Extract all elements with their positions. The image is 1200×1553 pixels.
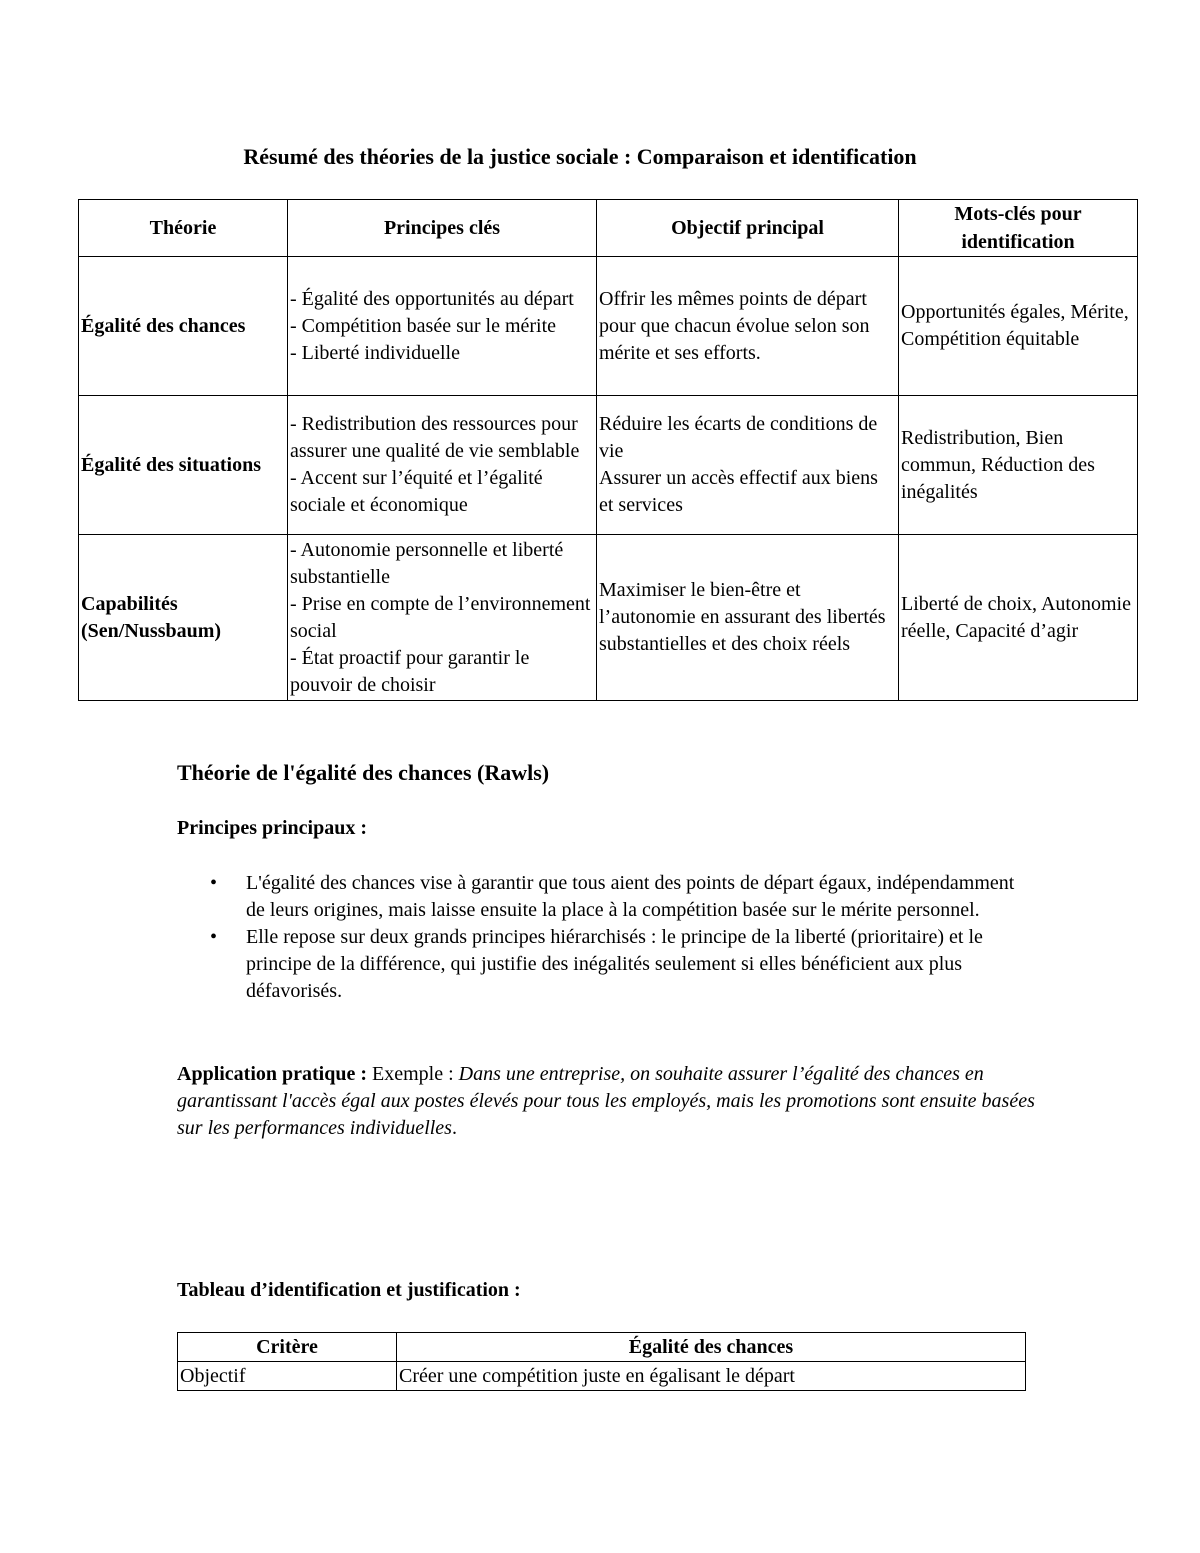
list-item-text: L'égalité des chances vise à garantir que tous aient des points de départ égaux, indépendamment de leurs origines, mais laisse ensuite la place à la compétition basée sur le mérite personnel.: [246, 872, 1015, 921]
principles-cell: [288, 535, 597, 701]
objective-cell: [597, 396, 899, 535]
objective-cell: [597, 257, 899, 396]
bullet-icon: •: [210, 872, 218, 894]
criterion-cell: Objectif: [178, 1362, 397, 1391]
table2-heading: Tableau d’identification et justification :: [177, 1279, 521, 1301]
section-heading: Théorie de l'égalité des chances (Rawls): [177, 760, 550, 785]
value-cell: Créer une compétition juste en égalisant le départ: [397, 1362, 1026, 1391]
principle-item: - Égalité des opportunités au départ: [290, 287, 574, 310]
identification-table: [177, 1332, 1026, 1391]
header-critere: Critère: [178, 1333, 397, 1362]
application-example: Dans une entreprise, on souhaite assurer l’égalité des chances en garantissant l'accès égal aux postes élevés pour tous les employés, mais les promotions sont ensuite basées sur les performances individuelles: [177, 1063, 1035, 1139]
section-subheading: Principes principaux :: [177, 817, 368, 839]
objective-item: Offrir les mêmes points de départ pour que chacun évolue selon son mérite et ses efforts.: [599, 287, 870, 364]
principles-cell: [288, 396, 597, 535]
table-row: [178, 1362, 1026, 1391]
principle-item: - Redistribution des ressources pour assurer une qualité de vie semblable: [290, 413, 580, 462]
theory-cell: Égalité des situations: [79, 396, 288, 535]
application-prefix: Exemple :: [372, 1063, 454, 1085]
list-item: [177, 870, 1037, 924]
page-title: Résumé des théories de la justice sociale : Comparaison et identification: [243, 144, 917, 169]
table-row: [79, 396, 1138, 535]
objective-item: Réduire les écarts de conditions de vie: [599, 413, 878, 462]
principle-item: - Prise en compte de l’environnement social: [290, 592, 591, 642]
principle-item: - Accent sur l’équité et l’égalité sociale et économique: [290, 467, 543, 516]
table-header-row: [178, 1333, 1026, 1362]
principles-cell: [288, 257, 597, 396]
principles-list: [177, 870, 1037, 1005]
table-header-row: [79, 200, 1138, 257]
theory-cell: Égalité des chances: [79, 257, 288, 396]
theory-cell: Capabilités (Sen/Nussbaum): [79, 535, 288, 701]
objective-item: Maximiser le bien-être et l’autonomie en assurant des libertés substantielles et des choix réels: [599, 579, 886, 655]
principle-item: - Compétition basée sur le mérite: [290, 314, 557, 337]
application-paragraph: [177, 1061, 1057, 1142]
list-item: [177, 924, 1037, 1005]
comparison-table: [78, 199, 1138, 701]
bullet-icon: •: [210, 926, 218, 948]
table-row: [79, 257, 1138, 396]
header-objectif: Objectif principal: [597, 200, 899, 257]
list-item-text: Elle repose sur deux grands principes hiérarchisés : le principe de la liberté (prioritaire) et le principe de la différence, qui justifie des inégalités seulement si elles bénéficient aux plus défavorisés.: [246, 926, 983, 1002]
principle-item: - État proactif pour garantir le pouvoir de choisir: [290, 646, 530, 696]
principle-item: - Autonomie personnelle et liberté substantielle: [290, 538, 564, 588]
objective-item: Assurer un accès effectif aux biens et services: [599, 467, 878, 516]
header-theorie: Théorie: [79, 200, 288, 257]
keywords-cell: Opportunités égales, Mérite, Compétition équitable: [899, 257, 1138, 396]
application-end: .: [451, 1117, 457, 1139]
keywords-cell: Redistribution, Bien commun, Réduction des inégalités: [899, 396, 1138, 535]
objective-cell: [597, 535, 899, 701]
header-mots-cles: Mots-clés pour identification: [899, 200, 1138, 257]
application-label: Application pratique :: [177, 1063, 368, 1085]
keywords-cell: Liberté de choix, Autonomie réelle, Capacité d’agir: [899, 535, 1138, 701]
table-row: [79, 535, 1138, 701]
principle-item: - Liberté individuelle: [290, 341, 460, 364]
header-principes: Principes clés: [288, 200, 597, 257]
header-egalite-chances: Égalité des chances: [397, 1333, 1026, 1362]
